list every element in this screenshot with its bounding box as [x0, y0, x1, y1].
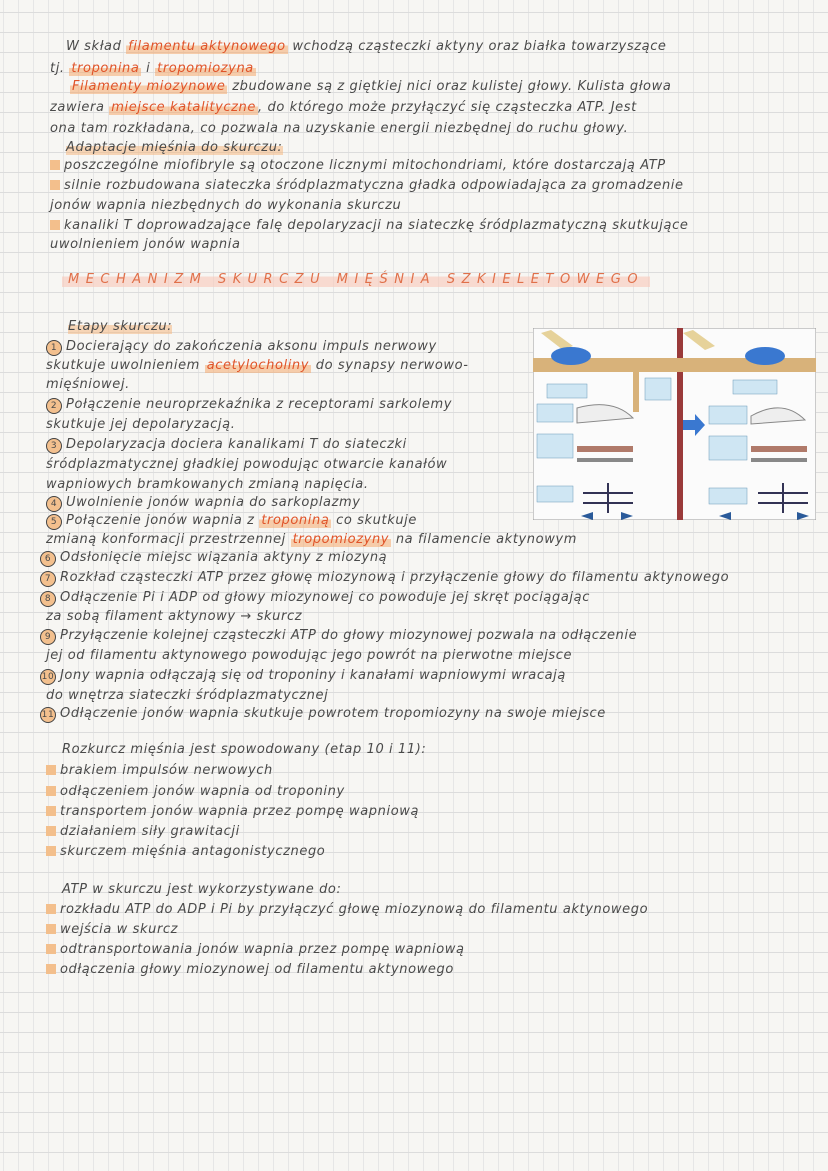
relaxation-line [46, 762, 273, 780]
divider [677, 328, 683, 520]
bullet-marker-icon [50, 220, 60, 230]
muscle-contraction-diagram [533, 328, 816, 520]
atp-line [46, 941, 465, 959]
step-number-badge: 11 [40, 707, 56, 723]
atp-line [46, 961, 454, 979]
relaxation-line [62, 741, 426, 759]
intro-line [50, 177, 684, 195]
bullet-marker-icon [46, 765, 56, 775]
intro-line [70, 78, 671, 96]
intro-line [50, 99, 637, 117]
note-text: za sobą filament aktynowy → skurcz [46, 609, 303, 624]
step-number-badge: 5 [46, 514, 62, 530]
intro-line [50, 236, 241, 254]
bullet-marker-icon [46, 786, 56, 796]
bullet-marker-icon [50, 180, 60, 190]
highlighted-term: Filamenty miozynowe [72, 79, 226, 94]
note-text: odłączeniem jonów wapnia od troponiny [60, 784, 345, 799]
step-number-badge: 6 [40, 551, 56, 567]
stages-line [40, 569, 729, 587]
relaxation-line [46, 803, 419, 821]
note-text: poszczególne miofibryle są otoczone licznymi mitochondriami, które dostarczają ATP [64, 158, 666, 173]
note-text: do synapsy nerwowo- [311, 358, 469, 373]
step-number-badge: 7 [40, 571, 56, 587]
bullet-marker-icon [46, 904, 56, 914]
bullet-marker-icon [46, 924, 56, 934]
atp-line [46, 901, 648, 919]
note-text: mięśniowej. [46, 377, 130, 392]
bullet-marker-icon [46, 846, 56, 856]
note-text: zbudowane są z giętkiej nici oraz kulistej głowy. Kulista głowa [227, 79, 672, 94]
stages-line [40, 705, 606, 723]
bullet-marker-icon [46, 944, 56, 954]
note-text: transportem jonów wapnia przez pompę wapniową [60, 804, 420, 819]
step-number-badge: 2 [46, 398, 62, 414]
note-text: Przyłączenie kolejnej cząsteczki ATP do głowy miozynowej pozwala na odłączenie [60, 628, 638, 643]
note-text: odłączenia głowy miozynowej od filamentu aktynowego [60, 962, 454, 977]
step-number-badge: 3 [46, 438, 62, 454]
highlighted-term: filamentu aktynowego [128, 39, 286, 54]
note-text: zawiera [50, 100, 110, 115]
note-text: śródplazmatycznej gładkiej powodując otwarcie kanałów [46, 457, 448, 472]
step-number-badge: 9 [40, 629, 56, 645]
note-text: skutkuje uwolnieniem [46, 358, 205, 373]
relaxation-line [46, 843, 325, 861]
note-text: zmianą konformacji przestrzennej [46, 532, 291, 547]
note-text: Odłączenie jonów wapnia skutkuje powrotem tropomiozyny na swoje miejsce [60, 706, 606, 721]
note-text: rozkładu ATP do ADP i Pi by przyłączyć głowę miozynową do filamentu aktynowego [60, 902, 649, 917]
note-text: silnie rozbudowana siateczka śródplazmatyczna gładka odpowiadająca za gromadzenie [64, 178, 684, 193]
stages-line [46, 416, 235, 434]
bullet-marker-icon [46, 806, 56, 816]
intro-line [50, 120, 628, 138]
stages-line [46, 687, 328, 705]
note-text: wapniowych bramkowanych zmianą napięcia. [46, 477, 369, 492]
note-text: działaniem siły grawitacji [60, 824, 240, 839]
note-text: ona tam rozkładana, co pozwala na uzyskanie energii niezbędnej do ruchu głowy. [50, 121, 629, 136]
stages-line [68, 318, 172, 336]
bullet-marker-icon [46, 964, 56, 974]
note-text: skurczem mięśnia antagonistycznego [60, 844, 326, 859]
atp-line [62, 881, 341, 899]
note-text: wejścia w skurcz [60, 922, 179, 937]
intro-line [66, 139, 283, 157]
stages-line [40, 627, 637, 645]
stages-line [46, 476, 369, 494]
stages-line [46, 338, 437, 356]
relaxation-line [46, 783, 345, 801]
stages-line [46, 357, 469, 375]
intro-line [50, 217, 688, 235]
subheading: Etapy skurczu: [68, 319, 173, 334]
subheading: Adaptacje mięśnia do skurczu: [66, 140, 283, 155]
highlighted-term: tropomiozyna [157, 61, 254, 76]
highlighted-term: troponiną [261, 513, 330, 528]
note-text: wchodzą cząsteczki aktyny oraz białka towarzyszące [287, 39, 667, 54]
bullet-marker-icon [46, 826, 56, 836]
note-text: Odsłonięcie miejsc wiązania aktyny z miozyną [60, 550, 388, 565]
stages-line [46, 376, 130, 394]
stages-line [40, 589, 590, 607]
intro-line [50, 197, 401, 215]
note-text: Uwolnienie jonów wapnia do sarkoplazmy [66, 495, 361, 510]
atp-line [46, 921, 178, 939]
intro-line [50, 157, 666, 175]
highlighted-term: tropomiozyny [292, 532, 390, 547]
note-text: jonów wapnia niezbędnych do wykonania skurczu [50, 198, 402, 213]
step-number-badge: 10 [40, 669, 56, 685]
note-text: i [141, 61, 156, 76]
axon-terminal [551, 347, 591, 365]
stages-line [46, 647, 572, 665]
note-text: co skutkuje [331, 513, 417, 528]
step-number-badge: 4 [46, 496, 62, 512]
stages-line [46, 456, 447, 474]
intro-line [50, 60, 256, 78]
note-text: Depolaryzacja dociera kanalikami T do siateczki [66, 437, 407, 452]
note-text: Odłączenie Pi i ADP od głowy miozynowej co powoduje jej skręt pociągając [60, 590, 590, 605]
note-text: Rozkurcz mięśnia jest spowodowany (etap 10 i 11): [62, 742, 427, 757]
stages-line [46, 436, 407, 454]
note-text: brakiem impulsów nerwowych [60, 763, 273, 778]
bullet-marker-icon [50, 160, 60, 170]
note-text: Jony wapnia odłączają się od troponiny i kanałami wapniowymi wracają [60, 668, 566, 683]
highlighted-term: troponina [71, 61, 140, 76]
note-text: uwolnieniem jonów wapnia [50, 237, 241, 252]
note-text: , do którego może przyłączyć się cząsteczka ATP. Jest [258, 100, 637, 115]
note-text: kanaliki T doprowadzające falę depolaryzacji na siateczkę śródplazmatyczną skutkujące [64, 218, 689, 233]
highlighted-term: miejsce katalityczne [111, 100, 256, 115]
stages-line [40, 549, 387, 567]
note-text: jej od filamentu aktynowego powodując jego powrót na pierwotne miejsce [46, 648, 573, 663]
note-text: do wnętrza siateczki śródplazmatycznej [46, 688, 329, 703]
note-text: Połączenie jonów wapnia z [66, 513, 260, 528]
step-number-badge: 1 [46, 340, 62, 356]
stages-line [46, 512, 417, 530]
relaxation-line [46, 823, 240, 841]
note-text: tj. [50, 61, 70, 76]
note-text: Połączenie neuroprzekaźnika z receptorami sarkolemy [66, 397, 453, 412]
note-text: odtransportowania jonów wapnia przez pompę wapniową [60, 942, 465, 957]
stages-line [46, 531, 577, 549]
note-text: Docierający do zakończenia aksonu impuls nerwowy [66, 339, 437, 354]
stages-line [46, 396, 452, 414]
note-text: W skład [66, 39, 127, 54]
intro-line [66, 38, 667, 56]
stages-line [40, 667, 566, 685]
step-number-badge: 8 [40, 591, 56, 607]
note-text: skutkuje jej depolaryzacją. [46, 417, 236, 432]
note-text: Rozkład cząsteczki ATP przez głowę miozynową i przyłączenie głowy do filamentu aktynowego [60, 570, 730, 585]
highlighted-term: acetylocholiny [206, 358, 310, 373]
section-title: MECHANIZM SKURCZU MIĘŚNIA SZKIELETOWEGO [62, 272, 650, 287]
note-text: ATP w skurczu jest wykorzystywane do: [62, 882, 342, 897]
stages-line [46, 608, 302, 626]
note-text: na filamencie aktynowym [391, 532, 577, 547]
stages-line [46, 494, 361, 512]
